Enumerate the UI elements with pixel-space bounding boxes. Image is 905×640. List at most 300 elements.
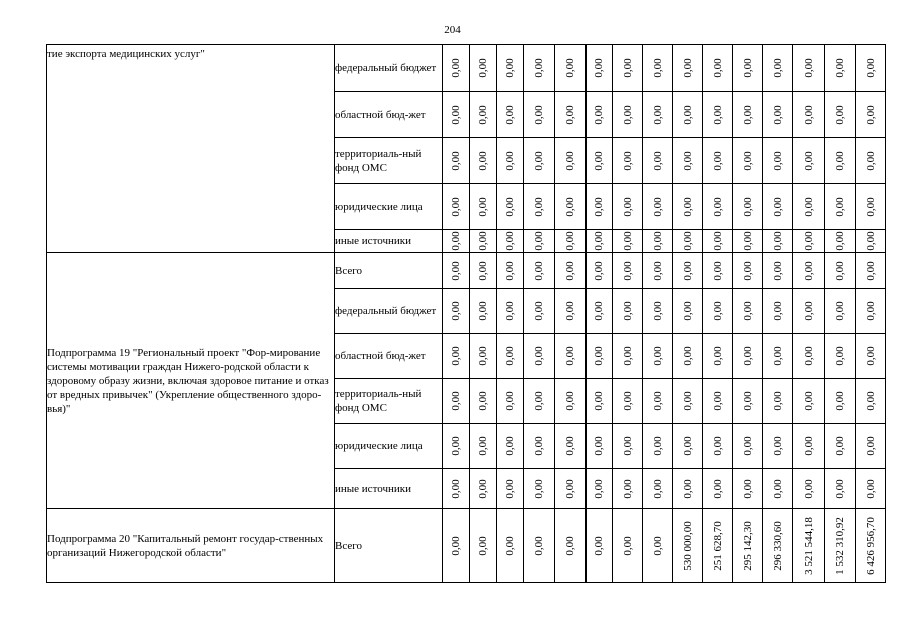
amount-value: 0,00 xyxy=(711,260,724,281)
amount-value: 0,00 xyxy=(477,150,489,171)
amount-value: 0,00 xyxy=(477,104,489,125)
amount-cell xyxy=(470,289,497,334)
funding-source-cell: Всего xyxy=(335,253,443,289)
amount-value: 0,00 xyxy=(771,196,784,217)
amount-cell xyxy=(524,334,555,379)
amount-cell xyxy=(497,469,524,509)
amount-cell xyxy=(524,184,555,230)
amount-value: 0,00 xyxy=(477,436,489,456)
amount-value: 0,00 xyxy=(593,391,606,411)
amount-value: 0,00 xyxy=(834,260,846,281)
amount-cell xyxy=(497,379,524,424)
amount-cell xyxy=(856,509,886,583)
amount-cell xyxy=(443,334,470,379)
amount-cell xyxy=(470,92,497,138)
amount-cell xyxy=(470,230,497,253)
amount-cell xyxy=(613,289,643,334)
amount-cell xyxy=(856,334,886,379)
amount-value: 0,00 xyxy=(681,391,694,411)
amount-cell xyxy=(470,253,497,289)
amount-value: 0,00 xyxy=(802,478,815,499)
amount-value: 0,00 xyxy=(504,301,516,321)
amount-cell xyxy=(470,138,497,184)
amount-value: 0,00 xyxy=(741,301,754,321)
amount-cell xyxy=(733,289,763,334)
amount-value: 0,00 xyxy=(681,478,694,499)
amount-value: 0,00 xyxy=(771,260,784,281)
amount-value: 0,00 xyxy=(593,535,606,556)
amount-value: 0,00 xyxy=(802,231,815,251)
amount-cell xyxy=(613,379,643,424)
amount-value: 251 628,70 xyxy=(711,520,724,571)
amount-value: 0,00 xyxy=(681,104,694,125)
amount-cell xyxy=(793,45,825,92)
amount-value: 0,00 xyxy=(711,150,724,171)
amount-value: 0,00 xyxy=(651,104,664,125)
amount-value: 0,00 xyxy=(864,58,877,78)
amount-value: 0,00 xyxy=(771,58,784,78)
amount-cell xyxy=(586,509,613,583)
amount-cell xyxy=(703,184,733,230)
amount-cell xyxy=(825,334,856,379)
amount-cell xyxy=(763,334,793,379)
amount-cell xyxy=(470,45,497,92)
amount-value: 0,00 xyxy=(711,436,724,456)
amount-cell xyxy=(673,184,703,230)
amount-cell xyxy=(613,92,643,138)
amount-cell xyxy=(443,230,470,253)
amount-cell xyxy=(443,253,470,289)
table-row xyxy=(47,253,886,289)
amount-value: 0,00 xyxy=(651,478,664,499)
amount-cell xyxy=(733,230,763,253)
amount-value: 0,00 xyxy=(533,58,545,78)
amount-cell xyxy=(470,379,497,424)
amount-value: 0,00 xyxy=(450,391,462,411)
amount-cell xyxy=(613,253,643,289)
amount-value: 0,00 xyxy=(741,436,754,456)
amount-cell xyxy=(524,230,555,253)
amount-value: 0,00 xyxy=(450,436,462,456)
amount-value: 0,00 xyxy=(802,301,815,321)
amount-value: 0,00 xyxy=(651,58,664,78)
amount-value: 0,00 xyxy=(563,260,576,281)
amount-value: 0,00 xyxy=(681,346,694,366)
amount-cell xyxy=(673,92,703,138)
amount-cell xyxy=(586,45,613,92)
amount-value: 0,00 xyxy=(563,58,576,78)
amount-cell xyxy=(555,138,586,184)
amount-cell xyxy=(586,92,613,138)
amount-cell xyxy=(443,379,470,424)
amount-value: 0,00 xyxy=(741,260,754,281)
table-row xyxy=(47,509,886,583)
amount-cell xyxy=(793,289,825,334)
amount-value: 0,00 xyxy=(504,231,516,251)
amount-cell xyxy=(856,184,886,230)
amount-value: 0,00 xyxy=(563,478,576,499)
amount-cell xyxy=(443,184,470,230)
amount-value: 0,00 xyxy=(711,104,724,125)
amount-cell xyxy=(643,253,673,289)
amount-value: 0,00 xyxy=(621,260,634,281)
amount-value: 0,00 xyxy=(834,196,846,217)
amount-value: 0,00 xyxy=(533,346,545,366)
amount-value: 0,00 xyxy=(477,196,489,217)
amount-cell xyxy=(555,184,586,230)
page-number: 204 xyxy=(444,24,461,36)
amount-cell xyxy=(793,230,825,253)
amount-cell xyxy=(733,379,763,424)
amount-value: 0,00 xyxy=(681,58,694,78)
amount-value: 0,00 xyxy=(771,391,784,411)
amount-cell xyxy=(673,379,703,424)
amount-cell xyxy=(733,92,763,138)
budget-table xyxy=(46,44,886,583)
amount-value: 0,00 xyxy=(651,535,664,556)
amount-cell xyxy=(856,379,886,424)
amount-value: 0,00 xyxy=(450,58,462,78)
amount-value: 0,00 xyxy=(563,104,576,125)
amount-value: 0,00 xyxy=(771,231,784,251)
amount-cell xyxy=(763,138,793,184)
amount-value: 0,00 xyxy=(651,346,664,366)
amount-cell xyxy=(524,469,555,509)
funding-source-cell: областной бюд-жет xyxy=(335,92,443,138)
amount-cell xyxy=(497,289,524,334)
amount-value: 6 426 956,70 xyxy=(864,516,877,575)
amount-value: 0,00 xyxy=(834,231,846,251)
amount-value: 0,00 xyxy=(834,478,846,499)
amount-value: 0,00 xyxy=(621,104,634,125)
amount-value: 0,00 xyxy=(477,301,489,321)
amount-value: 0,00 xyxy=(651,260,664,281)
amount-cell xyxy=(643,334,673,379)
amount-cell xyxy=(673,509,703,583)
funding-source-cell: юридические лица xyxy=(335,184,443,230)
amount-cell xyxy=(497,92,524,138)
amount-value: 0,00 xyxy=(771,346,784,366)
amount-value: 0,00 xyxy=(802,346,815,366)
amount-cell xyxy=(825,509,856,583)
amount-value: 0,00 xyxy=(741,104,754,125)
amount-cell xyxy=(586,289,613,334)
amount-cell xyxy=(793,253,825,289)
amount-value: 0,00 xyxy=(450,301,462,321)
amount-value: 0,00 xyxy=(593,58,606,78)
amount-cell xyxy=(497,184,524,230)
amount-value: 0,00 xyxy=(681,301,694,321)
amount-cell xyxy=(643,509,673,583)
amount-value: 0,00 xyxy=(711,346,724,366)
funding-source-cell: территориаль-ный фонд ОМС xyxy=(335,138,443,184)
amount-value: 0,00 xyxy=(651,391,664,411)
amount-value: 0,00 xyxy=(563,231,576,251)
amount-value: 0,00 xyxy=(771,478,784,499)
amount-cell xyxy=(856,45,886,92)
amount-cell xyxy=(733,45,763,92)
amount-value: 0,00 xyxy=(802,196,815,217)
amount-cell xyxy=(555,289,586,334)
amount-cell xyxy=(825,184,856,230)
amount-value: 0,00 xyxy=(771,150,784,171)
amount-value: 0,00 xyxy=(621,58,634,78)
amount-value: 0,00 xyxy=(771,104,784,125)
amount-cell xyxy=(613,138,643,184)
amount-cell xyxy=(825,230,856,253)
program-name-cell: Подпрограмма 20 "Капитальный ремонт государ-ственных организаций Нижегородской области" xyxy=(47,509,335,583)
amount-value: 0,00 xyxy=(834,301,846,321)
amount-value: 0,00 xyxy=(771,301,784,321)
amount-value: 0,00 xyxy=(711,196,724,217)
amount-cell xyxy=(763,184,793,230)
amount-value: 295 142,30 xyxy=(741,520,754,571)
amount-value: 0,00 xyxy=(533,104,545,125)
amount-cell xyxy=(793,138,825,184)
amount-cell xyxy=(793,424,825,469)
amount-cell xyxy=(825,424,856,469)
amount-value: 0,00 xyxy=(802,58,815,78)
amount-cell xyxy=(643,379,673,424)
amount-cell xyxy=(763,230,793,253)
amount-cell xyxy=(555,424,586,469)
amount-cell xyxy=(673,230,703,253)
amount-value: 0,00 xyxy=(651,196,664,217)
amount-value: 0,00 xyxy=(504,196,516,217)
amount-cell xyxy=(555,469,586,509)
amount-value: 0,00 xyxy=(593,196,606,217)
amount-cell xyxy=(643,184,673,230)
amount-cell xyxy=(555,379,586,424)
amount-value: 0,00 xyxy=(621,301,634,321)
amount-value: 0,00 xyxy=(864,478,877,499)
amount-cell xyxy=(793,469,825,509)
amount-cell xyxy=(443,45,470,92)
amount-cell xyxy=(703,230,733,253)
amount-cell xyxy=(673,253,703,289)
amount-cell xyxy=(586,379,613,424)
amount-value: 0,00 xyxy=(563,150,576,171)
amount-value: 0,00 xyxy=(533,436,545,456)
amount-cell xyxy=(763,92,793,138)
amount-value: 0,00 xyxy=(563,391,576,411)
amount-cell xyxy=(825,379,856,424)
amount-cell xyxy=(470,184,497,230)
amount-cell xyxy=(586,230,613,253)
amount-cell xyxy=(613,469,643,509)
amount-cell xyxy=(470,469,497,509)
amount-value: 0,00 xyxy=(621,150,634,171)
amount-value: 0,00 xyxy=(563,196,576,217)
amount-cell xyxy=(793,184,825,230)
amount-cell xyxy=(643,469,673,509)
amount-cell xyxy=(586,334,613,379)
amount-value: 0,00 xyxy=(621,231,634,251)
table-row xyxy=(47,45,886,92)
amount-value: 0,00 xyxy=(504,104,516,125)
amount-value: 0,00 xyxy=(477,260,489,281)
amount-cell xyxy=(497,138,524,184)
amount-cell xyxy=(497,253,524,289)
amount-cell xyxy=(825,469,856,509)
amount-value: 0,00 xyxy=(477,231,489,251)
program-name-cell: тие экспорта медицинских услуг" xyxy=(47,45,335,253)
amount-cell xyxy=(673,334,703,379)
amount-value: 0,00 xyxy=(533,478,545,499)
amount-value: 0,00 xyxy=(741,391,754,411)
amount-value: 0,00 xyxy=(834,436,846,456)
amount-cell xyxy=(703,92,733,138)
amount-cell xyxy=(825,289,856,334)
amount-value: 0,00 xyxy=(771,436,784,456)
amount-cell xyxy=(733,424,763,469)
amount-value: 0,00 xyxy=(864,104,877,125)
amount-value: 0,00 xyxy=(711,391,724,411)
amount-cell xyxy=(555,45,586,92)
amount-value: 0,00 xyxy=(533,260,545,281)
amount-value: 296 330,60 xyxy=(771,520,784,571)
amount-cell xyxy=(733,253,763,289)
amount-cell xyxy=(856,230,886,253)
amount-cell xyxy=(733,138,763,184)
amount-cell xyxy=(856,469,886,509)
amount-cell xyxy=(643,424,673,469)
amount-cell xyxy=(613,184,643,230)
amount-value: 0,00 xyxy=(741,231,754,251)
amount-value: 0,00 xyxy=(741,58,754,78)
amount-value: 0,00 xyxy=(681,260,694,281)
amount-cell xyxy=(793,509,825,583)
amount-value: 0,00 xyxy=(802,436,815,456)
amount-cell xyxy=(586,138,613,184)
amount-value: 0,00 xyxy=(533,231,545,251)
amount-cell xyxy=(856,92,886,138)
amount-value: 0,00 xyxy=(533,535,545,556)
amount-cell xyxy=(643,289,673,334)
amount-cell xyxy=(643,92,673,138)
amount-cell xyxy=(470,334,497,379)
amount-value: 0,00 xyxy=(504,478,516,499)
amount-cell xyxy=(555,230,586,253)
amount-cell xyxy=(825,253,856,289)
amount-value: 0,00 xyxy=(593,436,606,456)
amount-value: 0,00 xyxy=(864,196,877,217)
amount-cell xyxy=(643,230,673,253)
amount-value: 0,00 xyxy=(593,150,606,171)
funding-source-cell: Всего xyxy=(335,509,443,583)
amount-value: 0,00 xyxy=(593,104,606,125)
amount-cell xyxy=(825,138,856,184)
amount-cell xyxy=(555,334,586,379)
amount-value: 0,00 xyxy=(450,346,462,366)
amount-value: 0,00 xyxy=(864,260,877,281)
amount-value: 0,00 xyxy=(450,231,462,251)
amount-value: 0,00 xyxy=(651,436,664,456)
amount-cell xyxy=(524,509,555,583)
amount-value: 0,00 xyxy=(621,478,634,499)
amount-value: 0,00 xyxy=(711,301,724,321)
amount-cell xyxy=(763,509,793,583)
amount-cell xyxy=(586,253,613,289)
amount-cell xyxy=(703,289,733,334)
amount-cell xyxy=(763,379,793,424)
amount-value: 0,00 xyxy=(477,478,489,499)
amount-value: 0,00 xyxy=(504,260,516,281)
amount-value: 1 532 310,92 xyxy=(834,516,846,575)
amount-cell xyxy=(793,92,825,138)
amount-value: 0,00 xyxy=(681,231,694,251)
amount-cell xyxy=(673,424,703,469)
amount-value: 0,00 xyxy=(533,196,545,217)
amount-value: 0,00 xyxy=(864,231,877,251)
amount-value: 0,00 xyxy=(834,104,846,125)
funding-source-cell: федеральный бюджет xyxy=(335,45,443,92)
amount-cell xyxy=(703,253,733,289)
amount-value: 0,00 xyxy=(864,346,877,366)
amount-cell xyxy=(856,424,886,469)
funding-source-cell: иные источники xyxy=(335,469,443,509)
amount-value: 0,00 xyxy=(651,231,664,251)
amount-value: 0,00 xyxy=(621,535,634,556)
amount-value: 0,00 xyxy=(563,301,576,321)
amount-cell xyxy=(763,289,793,334)
amount-value: 0,00 xyxy=(593,231,606,251)
amount-cell xyxy=(497,509,524,583)
amount-value: 0,00 xyxy=(477,346,489,366)
amount-cell xyxy=(524,138,555,184)
amount-cell xyxy=(643,138,673,184)
amount-value: 0,00 xyxy=(834,391,846,411)
amount-value: 0,00 xyxy=(533,150,545,171)
amount-cell xyxy=(555,253,586,289)
amount-cell xyxy=(643,45,673,92)
amount-cell xyxy=(673,289,703,334)
amount-value: 0,00 xyxy=(593,478,606,499)
amount-value: 0,00 xyxy=(741,346,754,366)
amount-value: 0,00 xyxy=(563,436,576,456)
amount-cell xyxy=(703,45,733,92)
amount-cell xyxy=(856,138,886,184)
amount-cell xyxy=(443,424,470,469)
amount-value: 0,00 xyxy=(593,346,606,366)
amount-value: 0,00 xyxy=(681,150,694,171)
amount-cell xyxy=(497,230,524,253)
amount-value: 0,00 xyxy=(533,391,545,411)
amount-cell xyxy=(586,469,613,509)
amount-value: 0,00 xyxy=(504,535,516,556)
amount-value: 0,00 xyxy=(802,260,815,281)
amount-cell xyxy=(673,45,703,92)
amount-cell xyxy=(524,424,555,469)
amount-value: 0,00 xyxy=(621,346,634,366)
amount-cell xyxy=(586,184,613,230)
amount-cell xyxy=(443,509,470,583)
amount-cell xyxy=(443,92,470,138)
amount-value: 0,00 xyxy=(802,104,815,125)
amount-value: 0,00 xyxy=(477,535,489,556)
program-name-cell: Подпрограмма 19 "Региональный проект "Фор-мирование системы мотивации граждан Нижего-родской области к здоровому образу жизни, включая здоровое питание и отказ от вредных привычек" (Укрепление общественного здоро-вья)" xyxy=(47,253,335,509)
amount-cell xyxy=(733,509,763,583)
amount-cell xyxy=(586,424,613,469)
amount-cell xyxy=(856,253,886,289)
amount-value: 0,00 xyxy=(802,391,815,411)
amount-cell xyxy=(524,289,555,334)
amount-cell xyxy=(793,334,825,379)
amount-cell xyxy=(524,379,555,424)
amount-cell xyxy=(443,138,470,184)
amount-cell xyxy=(524,45,555,92)
amount-cell xyxy=(673,469,703,509)
